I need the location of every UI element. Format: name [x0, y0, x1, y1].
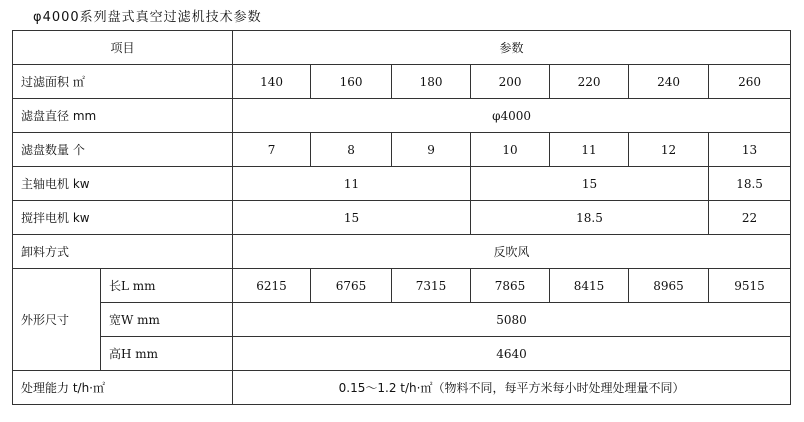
length-value: 8965	[629, 269, 709, 303]
discharge-value: 反吹风	[233, 235, 791, 269]
width-label: 宽W mm	[101, 303, 233, 337]
area-value: 260	[709, 65, 791, 99]
area-value: 160	[311, 65, 392, 99]
spec-table	[12, 30, 791, 405]
length-label: 长L mm	[101, 269, 233, 303]
diameter-row	[13, 99, 791, 133]
capacity-row	[13, 371, 791, 405]
disc-count-value: 13	[709, 133, 791, 167]
header-row	[13, 31, 791, 65]
area-value: 140	[233, 65, 311, 99]
dimensions-label: 外形尺寸	[13, 269, 101, 371]
agitator-motor-value: 18.5	[471, 201, 709, 235]
length-value: 7315	[392, 269, 471, 303]
area-value: 220	[550, 65, 629, 99]
disc-count-value: 12	[629, 133, 709, 167]
length-value: 6215	[233, 269, 311, 303]
height-label: 高H mm	[101, 337, 233, 371]
length-row	[13, 269, 791, 303]
length-value: 9515	[709, 269, 791, 303]
main-motor-label: 主轴电机 kw	[13, 167, 233, 201]
capacity-label: 处理能力 t/h·㎡	[13, 371, 233, 405]
area-value: 200	[471, 65, 550, 99]
length-value: 6765	[311, 269, 392, 303]
main-motor-row	[13, 167, 791, 201]
width-value: 5080	[233, 303, 791, 337]
main-motor-value: 18.5	[709, 167, 791, 201]
discharge-row	[13, 235, 791, 269]
main-motor-value: 15	[471, 167, 709, 201]
header-item: 项目	[13, 31, 233, 65]
area-value: 240	[629, 65, 709, 99]
area-value: 180	[392, 65, 471, 99]
disc-count-label: 滤盘数量 个	[13, 133, 233, 167]
discharge-label: 卸料方式	[13, 235, 233, 269]
disc-count-value: 10	[471, 133, 550, 167]
agitator-motor-value: 15	[233, 201, 471, 235]
disc-count-value: 7	[233, 133, 311, 167]
disc-count-value: 8	[311, 133, 392, 167]
disc-count-value: 11	[550, 133, 629, 167]
main-motor-value: 11	[233, 167, 471, 201]
capacity-value: 0.15～1.2 t/h·㎡（物料不同，每平方米每小时处理处理量不同）	[233, 371, 791, 405]
agitator-motor-value: 22	[709, 201, 791, 235]
agitator-motor-row	[13, 201, 791, 235]
diameter-value: φ4000	[233, 99, 791, 133]
area-row	[13, 65, 791, 99]
height-row	[13, 337, 791, 371]
disc-count-value: 9	[392, 133, 471, 167]
header-params: 参数	[233, 31, 791, 65]
diameter-label: 滤盘直径 mm	[13, 99, 233, 133]
height-value: 4640	[233, 337, 791, 371]
disc-count-row	[13, 133, 791, 167]
page-title: φ4000系列盘式真空过滤机技术参数	[33, 10, 262, 25]
length-value: 8415	[550, 269, 629, 303]
agitator-motor-label: 搅拌电机 kw	[13, 201, 233, 235]
length-value: 7865	[471, 269, 550, 303]
width-row	[13, 303, 791, 337]
area-label: 过滤面积 ㎡	[13, 65, 233, 99]
